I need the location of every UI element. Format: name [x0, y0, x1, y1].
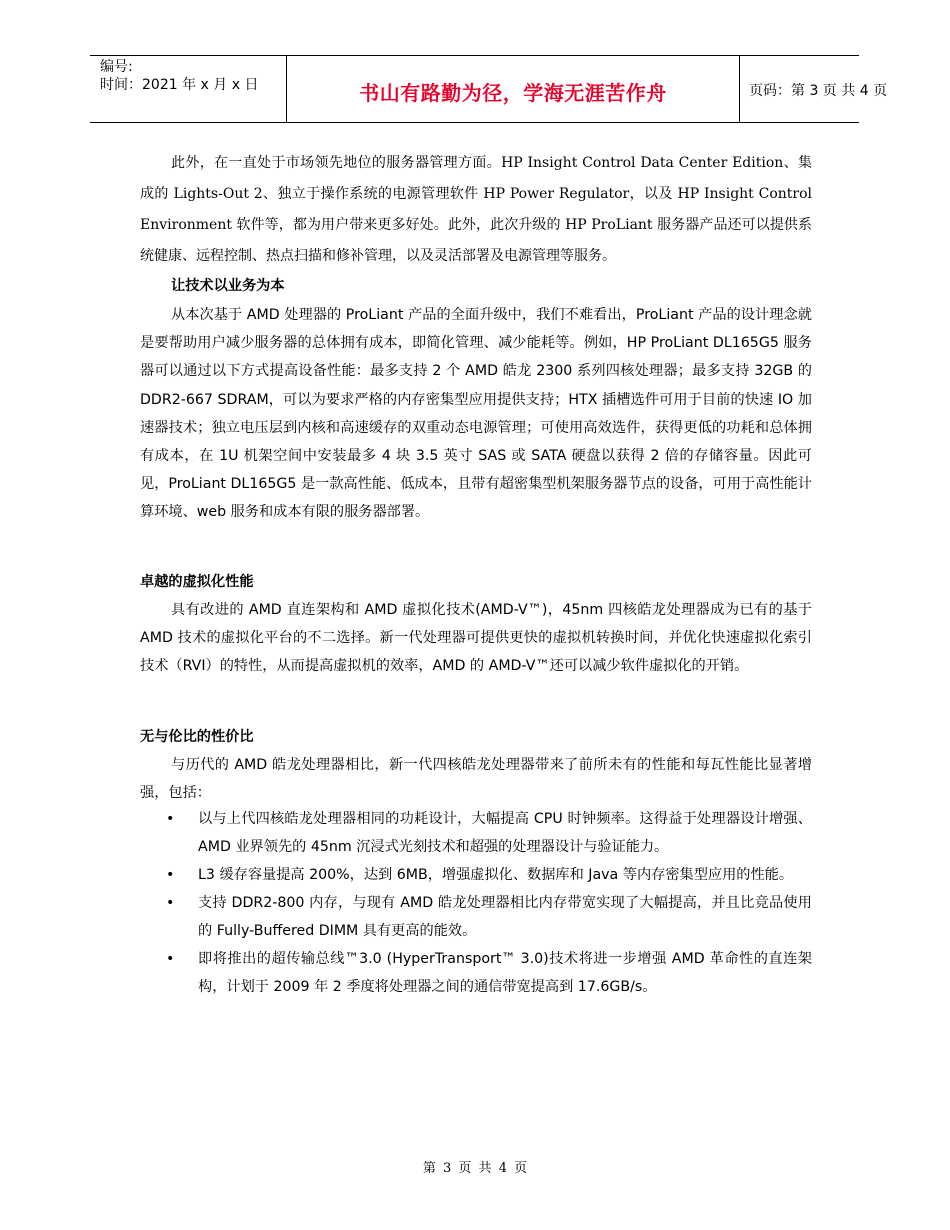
feature-list	[140, 805, 812, 1001]
page-header	[90, 55, 888, 123]
heading-value: 无与伦比的性价比	[140, 729, 254, 745]
list-item-text: L3 缓存容量提高 200%，达到 6MB，增强虚拟化、数据库和 Java 等内存密集型应用的性能。	[198, 867, 794, 883]
paragraph-virtualization: 具有改进的 AMD 直连架构和 AMD 虚拟化技术(AMD-V™)，45nm 四核皓龙处理器成为已有的基于 AMD 技术的虚拟化平台的不二选择。新一代处理器可提供更快的虚拟机转换时间，并优化快速虚拟化索引技术（RVI）的特性，从而提高虚拟机的效率，AMD 的 AMD-V™还可以减少软件虚拟化的开销。	[140, 602, 812, 674]
list-item-text: 以与上代四核皓龙处理器相同的功耗设计，大幅提高 CPU 时钟频率。这得益于处理器设计增强、AMD 业界领先的 45nm 沉浸式光刻技术和超强的处理器设计与验证能力。	[198, 811, 812, 855]
list-item-text: 支持 DDR2-800 内存，与现有 AMD 皓龙处理器相比内存带宽实现了大幅提高，并且比竞品使用的 Fully-Buffered DIMM 具有更高的能效。	[198, 895, 812, 939]
paragraph-management: 此外，在一直处于市场领先地位的服务器管理方面。HP Insight Control Data Center Edition、集成的 Lights-Out 2、独立于操作系统的电源管理软件 HP Power Regulator，以及 HP Insight Control Environment 软件等，都为用户带来更多好处。此外，此次升级的 HP ProLiant 服务器产品还可以提供系统健康、远程控制、热点扫描和修补管理，以及灵活部署及电源管理等服务。	[140, 155, 812, 264]
serial-label: 编号:	[100, 59, 133, 75]
list-item	[140, 805, 812, 861]
paragraph-business: 从本次基于 AMD 处理器的 ProLiant 产品的全面升级中，我们不难看出，ProLiant 产品的设计理念就是要帮助用户减少服务器的总体拥有成本，即简化管理、减少能耗等。例如，HP ProLiant DL165G5 服务器可以通过以下方式提高设备性能：最多支持 2 个 AMD 皓龙 2300 系列四核处理器；最多支持 32GB 的 DDR2-667 SDRAM，可以为要求严格的内存密集型应用提供支持；HTX 插槽选件可用于目前的快速 IO 加速器技术；独立电压层到内核和高速缓存的双重动态电源管理；可使用高效选件，获得更低的功耗和总体拥有成本，在 1U 机架空间中安装最多 4 块 3.5 英寸 SAS 或 SATA 硬盘以获得 2 倍的存储容量。因此可见，ProLiant DL165G5 是一款高性能、低成本，且带有超密集型机架服务器节点的设备，可用于高性能计算环境、web 服务和成本有限的服务器部署。	[140, 307, 812, 521]
list-item	[140, 861, 812, 889]
heading-business: 让技术以业务为本	[171, 278, 285, 294]
list-item	[140, 889, 812, 945]
section-management	[140, 148, 812, 527]
paragraph-value: 与历代的 AMD 皓龙处理器相比，新一代四核皓龙处理器带来了前所未有的性能和每瓦性能比显著增强，包括：	[140, 757, 812, 801]
section-value	[140, 723, 812, 807]
header-motto-cell	[286, 56, 740, 122]
section-virtualization	[140, 568, 812, 680]
heading-virtualization: 卓越的虚拟化性能	[140, 574, 254, 590]
time-label: 时间：2021 年 x 月 x 日	[100, 77, 259, 93]
header-meta-cell	[90, 56, 286, 122]
bullet-icon: •	[166, 811, 175, 827]
header-page-cell	[739, 56, 888, 122]
motto-text: 书山有路勤为径，学海无涯苦作舟	[359, 81, 667, 105]
bullet-icon: •	[166, 867, 175, 883]
bullet-icon: •	[166, 895, 175, 911]
bullet-icon: •	[166, 951, 175, 967]
list-item-text: 即将推出的超传输总线™3.0 (HyperTransport™ 3.0)技术将进一步增强 AMD 革命性的直连架构，计划于 2009 年 2 季度将处理器之间的通信带宽提高到 17.6GB/s。	[198, 951, 812, 995]
page-footer: 第 3 页 共 4 页	[422, 1161, 528, 1176]
list-item	[140, 945, 812, 1001]
header-page-number: 页码：第 3 页 共 4 页	[749, 83, 888, 99]
